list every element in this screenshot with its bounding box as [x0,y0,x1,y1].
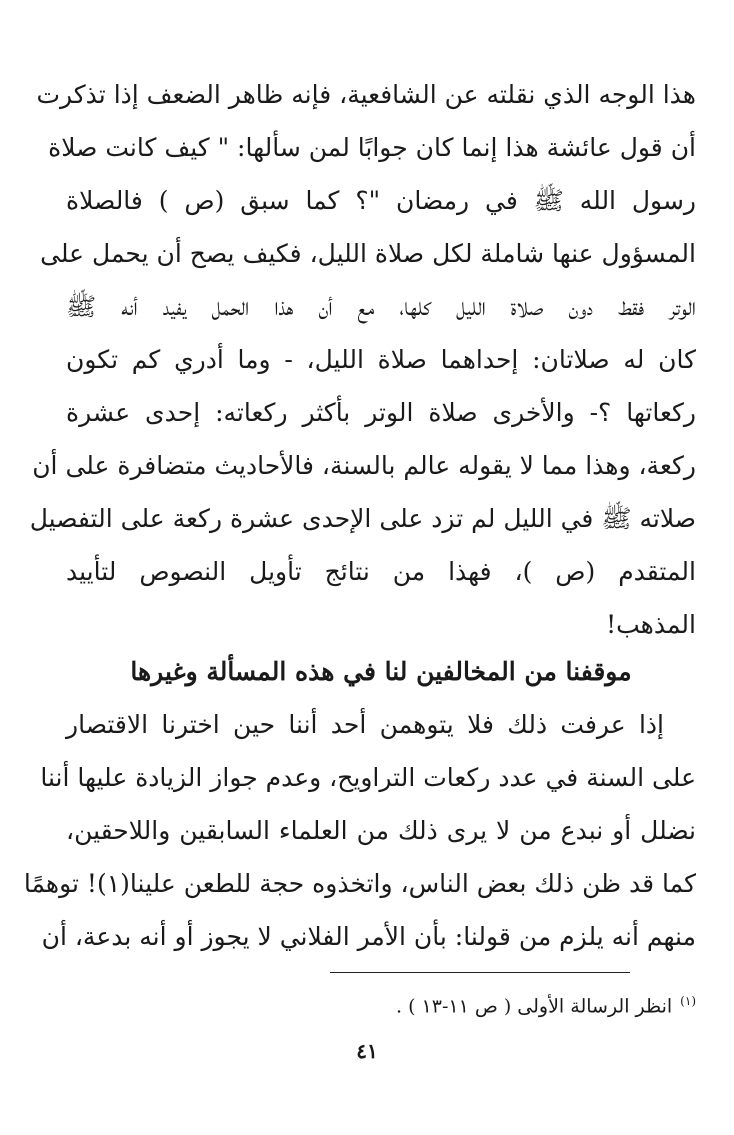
text-line: إذا عرفت ذلك فلا يتوهمن أحد أننا حين اخترنا الاقتصار [66,710,664,739]
paragraph-1 [29,78,696,641]
footnote-marker: (١) [680,994,696,1008]
text-line: الوتر فقط دون صلاة الليل كلها، مع أن هذا الحمل يفيد أنه ﷺ [66,292,696,321]
section-heading: موقفنا من المخالفين لنا في هذه المسألة وغيرها [130,657,632,686]
text-line: منهم أنه يلزم من قولنا: بأن الأمر الفلاني لا يجوز أو أنه بدعة، أن [41,922,696,951]
text-line: أن قول عائشة هذا إنما كان جوابًا لمن سألها: " كيف كانت صلاة [48,133,696,162]
text-line: ركعاتها ؟- والأخرى صلاة الوتر بأكثر ركعاته: إحدى عشرة [66,398,696,427]
text-line: المتقدم (ص )، فهذا من نتائج تأويل النصوص لتأييد [66,557,696,586]
text-line: المذهب! [606,610,696,639]
text-line: نضلل أو نبدع من لا يرى ذلك من العلماء السابقين واللاحقين، [66,816,696,845]
footnote-divider [330,972,630,973]
text-line: رسول الله ﷺ في رمضان "؟ كما سبق (ص ) فالصلاة [66,186,696,215]
text-line: كان له صلاتان: إحداهما صلاة الليل، - وما أدري كم تكون [66,345,696,374]
text-line: على السنة في عدد ركعات التراويح، وعدم جواز الزيادة عليها أننا [40,763,696,792]
text-line: هذا الوجه الذي نقلته عن الشافعية، فإنه ظاهر الضعف إذا تذكرت [36,80,696,109]
text-line: ركعة، وهذا مما لا يقوله عالم بالسنة، فالأحاديث متضافرة على أن [32,451,696,480]
text-line: صلاته ﷺ في الليل لم تزد على الإحدى عشرة ركعة على التفصيل [29,504,696,533]
footnote-text: انظر الرسالة الأولى ( ص ١١-١٣ ) . [396,995,673,1018]
text-line: كما قد ظن ذلك بعض الناس، واتخذوه حجة للطعن علينا(١)! توهمًا [23,869,696,898]
text-line: المسؤول عنها شاملة لكل صلاة الليل، فكيف يصح أن يحمل على [40,239,696,268]
page-number: ٤١ [356,1039,378,1063]
paragraph-2 [23,708,696,953]
footnote [66,988,696,1019]
